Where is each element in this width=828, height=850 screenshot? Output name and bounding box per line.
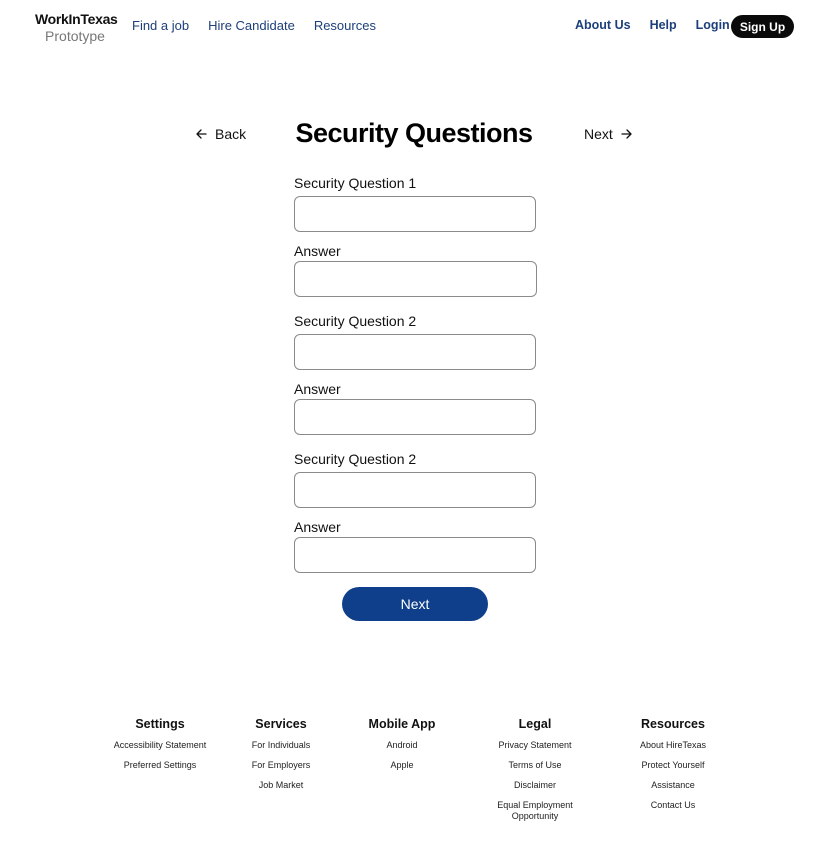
security-question-1-label: Security Question 1	[294, 175, 417, 191]
footer-link-for-individuals[interactable]: For Individuals	[251, 740, 311, 750]
footer-link-privacy-statement[interactable]: Privacy Statement	[498, 740, 572, 750]
footer-legal-heading: Legal	[518, 717, 552, 731]
page-title: Security Questions	[295, 118, 533, 148]
nav-login[interactable]: Login	[695, 18, 730, 32]
security-question-2-label: Security Question 2	[294, 313, 417, 329]
footer-link-about-hiretexas[interactable]: About HireTexas	[639, 740, 707, 750]
back-link[interactable]	[196, 126, 246, 142]
answer-2-label: Answer	[294, 381, 341, 397]
answer-1-input[interactable]	[294, 261, 537, 297]
footer-link-contact-us[interactable]: Contact Us	[650, 800, 696, 810]
nav-find-a-job[interactable]: Find a job	[132, 18, 190, 33]
next-link[interactable]	[584, 126, 632, 142]
footer-legal	[470, 717, 600, 831]
footer-settings	[95, 717, 225, 780]
security-question-2-input[interactable]	[294, 334, 536, 370]
arrow-left-icon	[196, 129, 207, 139]
footer-link-job-market[interactable]: Job Market	[258, 780, 304, 790]
footer-link-apple[interactable]: Apple	[390, 760, 414, 770]
footer-services	[216, 717, 346, 800]
footer-mobile-app-heading: Mobile App	[368, 717, 436, 731]
nav-help[interactable]: Help	[649, 18, 677, 32]
footer-link-protect-yourself[interactable]: Protect Yourself	[641, 760, 705, 770]
security-question-1-input[interactable]	[294, 196, 536, 232]
next-button[interactable]: Next	[342, 587, 488, 621]
answer-3-input[interactable]	[294, 537, 536, 573]
footer-services-heading: Services	[255, 717, 307, 731]
security-question-3-label: Security Question 2	[294, 451, 417, 467]
next-link-label: Next	[584, 126, 613, 142]
nav-about-us[interactable]: About Us	[575, 18, 631, 32]
footer-link-accessibility-statement[interactable]: Accessibility Statement	[113, 740, 207, 750]
arrow-right-icon	[621, 129, 632, 139]
footer-link-assistance[interactable]: Assistance	[651, 780, 695, 790]
nav-resources[interactable]: Resources	[313, 18, 376, 33]
nav-hire-candidate[interactable]: Hire Candidate	[208, 18, 295, 33]
footer-link-preferred-settings[interactable]: Preferred Settings	[123, 760, 197, 770]
logo-subtitle: Prototype	[45, 28, 105, 44]
logo[interactable]	[35, 11, 118, 44]
logo-brand: WorkInTexas	[35, 11, 118, 27]
security-question-3-input[interactable]	[294, 472, 536, 508]
footer-mobile-app	[337, 717, 467, 780]
footer-link-disclaimer[interactable]: Disclaimer	[513, 780, 556, 790]
footer-resources	[608, 717, 738, 820]
primary-nav	[132, 18, 376, 33]
footer-link-terms-of-use[interactable]: Terms of Use	[508, 760, 562, 770]
footer-link-android[interactable]: Android	[386, 740, 418, 750]
answer-3-label: Answer	[294, 519, 341, 535]
answer-1-label: Answer	[294, 243, 341, 259]
back-label: Back	[215, 126, 247, 142]
footer-resources-heading: Resources	[641, 717, 705, 731]
footer-settings-heading: Settings	[135, 717, 185, 731]
answer-2-input[interactable]	[294, 399, 536, 435]
secondary-nav	[575, 18, 730, 32]
footer-link-for-employers[interactable]: For Employers	[251, 760, 311, 770]
footer-link-equal-employment-opportunity[interactable]: Equal Employment Opportunity	[497, 800, 573, 821]
sign-up-button[interactable]: Sign Up	[731, 15, 794, 38]
